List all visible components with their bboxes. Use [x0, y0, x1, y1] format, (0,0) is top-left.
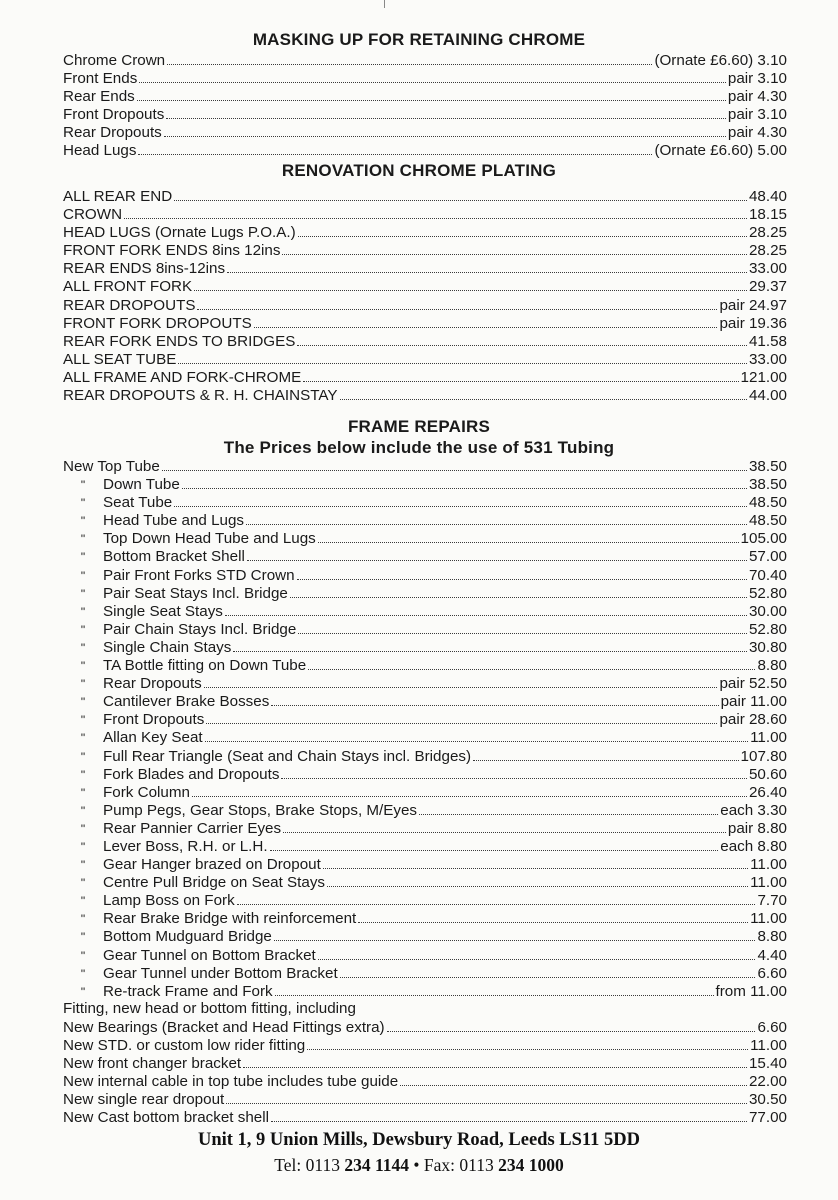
price-row	[63, 386, 787, 404]
tel-number: 234 1144	[344, 1155, 409, 1175]
item-label: New front changer bracket	[63, 1055, 242, 1073]
item-label: Rear Brake Bridge with reinforcement	[103, 910, 357, 928]
item-label: Single Seat Stays	[103, 602, 223, 620]
item-label: Single Chain Stays	[103, 638, 232, 656]
item-label: New Cast bottom bracket shell	[63, 1109, 269, 1127]
price-row	[63, 547, 787, 565]
footer-contact	[0, 1155, 838, 1176]
dot-leader	[323, 855, 748, 869]
item-label: New Bearings (Bracket and Head Fittings extra)	[63, 1018, 385, 1036]
item-price: 48.50	[748, 512, 787, 530]
contact-separator: •	[409, 1155, 424, 1175]
dot-leader	[271, 692, 718, 706]
dot-leader	[254, 314, 718, 328]
item-label: Front Dropouts	[63, 106, 165, 124]
price-row	[63, 105, 787, 123]
item-label: Bottom Mudguard Bridge	[103, 928, 272, 946]
item-price: pair 3.10	[727, 106, 787, 124]
ditto-mark: "	[80, 984, 86, 999]
item-price: 11.00	[750, 729, 787, 747]
item-label: Re-track Frame and Fork	[103, 982, 273, 1000]
item-label: Rear Pannier Carrier Eyes	[103, 819, 282, 837]
ditto-mark: "	[80, 550, 86, 565]
ditto-mark: "	[80, 894, 86, 909]
dot-leader	[197, 296, 717, 310]
item-price: pair 24.97	[719, 296, 787, 314]
dot-leader	[290, 584, 747, 598]
dot-leader	[246, 511, 747, 525]
item-price: pair 3.10	[727, 70, 787, 88]
dot-leader	[137, 87, 726, 101]
fax-number: 234 1000	[498, 1155, 564, 1175]
dot-leader	[192, 783, 747, 797]
item-label: CROWN	[63, 206, 123, 224]
item-price: 107.80	[740, 747, 787, 765]
item-price: 11.00	[750, 910, 787, 928]
ditto-mark: "	[80, 640, 86, 655]
item-label: New single rear dropout	[63, 1091, 225, 1109]
price-row	[63, 692, 787, 710]
price-row	[63, 87, 787, 105]
item-price: 33.00	[748, 350, 787, 368]
item-label: Gear Hanger brazed on Dropout	[103, 856, 321, 874]
dot-leader	[164, 123, 726, 137]
price-row	[63, 873, 787, 891]
price-row	[63, 728, 787, 746]
item-label: New Top Tube	[63, 458, 160, 475]
item-price: 52.80	[748, 584, 787, 602]
price-row	[63, 674, 787, 692]
item-label: Cantilever Brake Bosses	[103, 693, 270, 711]
dot-leader	[227, 259, 747, 273]
item-price: pair 11.00	[720, 693, 787, 711]
price-row	[63, 205, 787, 223]
price-row	[63, 529, 787, 547]
dot-leader	[247, 547, 747, 561]
dot-leader	[166, 105, 726, 119]
ditto-mark: "	[80, 858, 86, 873]
item-price: 38.50	[748, 458, 787, 475]
item-price: pair 8.80	[727, 819, 787, 837]
dot-leader	[194, 277, 747, 291]
item-price: 38.50	[748, 476, 787, 494]
item-label: REAR FORK ENDS TO BRIDGES	[63, 332, 296, 350]
ditto-mark: "	[80, 695, 86, 710]
item-price: 4.40	[757, 946, 787, 964]
scan-mark	[384, 0, 385, 8]
dot-leader	[178, 350, 747, 364]
item-label: Pump Pegs, Gear Stops, Brake Stops, M/Eyes	[103, 801, 418, 819]
item-price: 48.40	[748, 188, 787, 205]
tel-label: Tel: 0113	[274, 1155, 345, 1175]
ditto-mark: "	[80, 948, 86, 963]
dot-leader	[298, 223, 747, 237]
ditto-mark: "	[80, 876, 86, 891]
item-label: Gear Tunnel under Bottom Bracket	[103, 964, 338, 982]
fitting-note: Fitting, new head or bottom fitting, including	[63, 999, 356, 1017]
renovation-price-list	[63, 187, 787, 404]
price-row	[63, 51, 787, 69]
price-row	[63, 765, 787, 783]
item-price: 30.80	[748, 638, 787, 656]
price-row	[63, 566, 787, 584]
price-row	[63, 656, 787, 674]
item-price: 8.80	[757, 657, 787, 675]
price-row	[63, 1036, 787, 1054]
item-price: 11.00	[750, 874, 787, 892]
dot-leader	[358, 909, 748, 923]
item-label: ALL FRONT FORK	[63, 278, 193, 296]
dot-leader	[206, 710, 717, 724]
ditto-mark: "	[80, 821, 86, 836]
item-price: 50.60	[748, 765, 787, 783]
dot-leader	[271, 1108, 747, 1122]
item-price: 29.37	[748, 278, 787, 296]
item-label: Fork Blades and Dropouts	[103, 765, 280, 783]
dot-leader	[225, 602, 747, 616]
item-price: 8.80	[757, 928, 787, 946]
item-price: 22.00	[748, 1073, 787, 1091]
item-label: FRONT FORK ENDS 8ins 12ins	[63, 242, 281, 260]
item-price: 18.15	[748, 206, 787, 224]
price-row	[63, 783, 787, 801]
dot-leader	[419, 801, 718, 815]
price-row	[63, 368, 787, 386]
repairs-price-list	[63, 457, 787, 1126]
item-label: Allan Key Seat	[103, 729, 203, 747]
item-label: Lever Boss, R.H. or L.H.	[103, 837, 268, 855]
dot-leader	[303, 368, 738, 382]
renovation-heading: RENOVATION CHROME PLATING	[281, 161, 557, 180]
footer-address: Unit 1, 9 Union Mills, Dewsbury Road, Leeds LS11 5DD	[197, 1130, 640, 1150]
item-label: Rear Dropouts	[103, 675, 202, 693]
dot-leader	[298, 620, 747, 634]
item-price: from 11.00	[715, 982, 787, 1000]
ditto-mark: "	[80, 966, 86, 981]
item-price: 28.25	[748, 242, 787, 260]
price-row	[63, 837, 787, 855]
price-row	[63, 638, 787, 656]
item-price: 6.60	[757, 1018, 787, 1036]
price-row	[63, 1054, 787, 1072]
dot-leader	[243, 1054, 747, 1068]
price-row	[63, 511, 787, 529]
dot-leader	[297, 332, 747, 346]
dot-leader	[340, 964, 756, 978]
ditto-mark: "	[80, 568, 86, 583]
dot-leader	[327, 873, 748, 887]
ditto-mark: "	[80, 731, 86, 746]
item-price: 11.00	[750, 1037, 787, 1054]
item-price: 48.50	[748, 494, 787, 512]
price-row	[63, 819, 787, 837]
price-row	[63, 620, 787, 638]
price-row	[63, 332, 787, 350]
dot-leader	[237, 891, 756, 905]
item-label: Seat Tube	[103, 494, 173, 512]
item-price: pair 52.50	[719, 675, 787, 693]
price-row	[63, 1108, 787, 1126]
dot-leader	[226, 1090, 747, 1104]
item-price: pair 4.30	[727, 124, 787, 142]
item-price: 30.50	[748, 1091, 787, 1109]
item-label: Pair Seat Stays Incl. Bridge	[103, 584, 288, 602]
dot-leader	[270, 837, 719, 851]
dot-leader	[387, 1018, 756, 1032]
masking-price-list	[63, 51, 787, 160]
item-price: 105.00	[740, 530, 787, 548]
price-row	[63, 584, 787, 602]
dot-leader	[174, 493, 747, 507]
dot-leader	[318, 946, 756, 960]
price-row	[63, 277, 787, 295]
item-price: 28.25	[748, 224, 787, 242]
ditto-mark: "	[80, 622, 86, 637]
dot-leader	[139, 69, 726, 83]
price-row	[63, 1090, 787, 1108]
dot-leader	[275, 982, 714, 996]
item-price: 44.00	[748, 387, 787, 405]
item-price: 52.80	[748, 620, 787, 638]
item-price: pair 4.30	[727, 88, 787, 106]
ditto-mark: "	[80, 930, 86, 945]
item-price: pair 19.36	[719, 314, 787, 332]
ditto-mark: "	[80, 659, 86, 674]
ditto-mark: "	[80, 604, 86, 619]
ditto-mark: "	[80, 803, 86, 818]
dot-leader	[182, 475, 747, 489]
price-row	[63, 493, 787, 511]
price-row	[63, 855, 787, 873]
item-price: (Ornate £6.60) 3.10	[654, 52, 787, 69]
dot-leader	[204, 674, 718, 688]
price-row	[63, 296, 787, 314]
item-price: each 3.30	[720, 801, 787, 819]
item-label: Fork Column	[103, 783, 190, 801]
price-row	[63, 1072, 787, 1090]
item-label: TA Bottle fitting on Down Tube	[103, 657, 307, 675]
price-row	[63, 602, 787, 620]
dot-leader	[205, 728, 748, 742]
price-row	[63, 69, 787, 87]
item-label: REAR ENDS 8ins-12ins	[63, 260, 226, 278]
item-price: pair 28.60	[719, 711, 787, 729]
item-price: (Ornate £6.60) 5.00	[654, 142, 787, 160]
item-label: Pair Chain Stays Incl. Bridge	[103, 620, 297, 638]
price-row	[63, 141, 787, 159]
item-label: ALL FRAME AND FORK-CHROME	[63, 368, 302, 386]
item-price: 11.00	[750, 856, 787, 874]
item-label: Centre Pull Bridge on Seat Stays	[103, 874, 326, 892]
dot-leader	[274, 927, 756, 941]
item-price: 7.70	[757, 892, 787, 910]
item-label: Head Lugs	[63, 142, 137, 160]
item-label: REAR DROPOUTS & R. H. CHAINSTAY	[63, 387, 338, 405]
item-label: Front Dropouts	[103, 711, 205, 729]
item-price: 30.00	[748, 602, 787, 620]
price-row	[63, 927, 787, 945]
price-row	[63, 259, 787, 277]
ditto-mark: "	[80, 532, 86, 547]
item-label: Chrome Crown	[63, 52, 166, 69]
fax-label: Fax: 0113	[423, 1155, 499, 1175]
dot-leader	[283, 819, 726, 833]
dot-leader	[473, 747, 739, 761]
price-row	[63, 223, 787, 241]
dot-leader	[174, 187, 747, 201]
price-row	[63, 801, 787, 819]
price-row	[63, 187, 787, 205]
dot-leader	[281, 765, 747, 779]
item-label: ALL REAR END	[63, 188, 173, 205]
dot-leader	[318, 529, 739, 543]
item-label: New STD. or custom low rider fitting	[63, 1037, 306, 1054]
dot-leader	[138, 141, 652, 155]
dot-leader	[167, 51, 652, 65]
ditto-mark: "	[80, 785, 86, 800]
dot-leader	[340, 386, 747, 400]
item-label: Rear Dropouts	[63, 124, 162, 142]
ditto-mark: "	[80, 767, 86, 782]
price-row	[63, 241, 787, 259]
ditto-mark: "	[80, 514, 86, 529]
ditto-mark: "	[80, 496, 86, 511]
item-label: ALL SEAT TUBE	[63, 350, 177, 368]
price-row	[63, 747, 787, 765]
item-label: HEAD LUGS (Ornate Lugs P.O.A.)	[63, 224, 296, 242]
item-price: 77.00	[748, 1109, 787, 1127]
item-price: 70.40	[748, 566, 787, 584]
item-label: New internal cable in top tube includes tube guide	[63, 1073, 399, 1091]
repairs-heading: FRAME REPAIRS	[347, 417, 491, 436]
item-label: Gear Tunnel on Bottom Bracket	[103, 946, 316, 964]
item-price: 41.58	[748, 332, 787, 350]
dot-leader	[162, 457, 747, 471]
price-row	[63, 710, 787, 728]
ditto-mark: "	[80, 478, 86, 493]
dot-leader	[400, 1072, 747, 1086]
price-row	[63, 1018, 787, 1036]
ditto-mark: "	[80, 912, 86, 927]
price-row	[63, 982, 787, 1000]
item-label: Front Ends	[63, 70, 138, 88]
item-price: 26.40	[748, 783, 787, 801]
dot-leader	[282, 241, 747, 255]
item-label: Full Rear Triangle (Seat and Chain Stays incl. Bridges)	[103, 747, 472, 765]
price-row	[63, 964, 787, 982]
ditto-mark: "	[80, 677, 86, 692]
price-row	[63, 891, 787, 909]
dot-leader	[297, 566, 747, 580]
dot-leader	[307, 1036, 748, 1050]
item-label: Top Down Head Tube and Lugs	[103, 530, 316, 548]
item-label: FRONT FORK DROPOUTS	[63, 314, 252, 332]
ditto-mark: "	[80, 713, 86, 728]
dot-leader	[124, 205, 747, 219]
item-label: Down Tube	[103, 476, 180, 494]
price-row	[63, 123, 787, 141]
item-price: 57.00	[748, 548, 787, 566]
item-price: 33.00	[748, 260, 787, 278]
dot-leader	[308, 656, 755, 670]
item-price: 6.60	[757, 964, 787, 982]
price-row	[63, 946, 787, 964]
item-price: 121.00	[740, 368, 787, 386]
price-row	[63, 475, 787, 493]
item-price: each 8.80	[720, 837, 787, 855]
price-row	[63, 314, 787, 332]
price-row	[63, 457, 787, 475]
repairs-subtitle: The Prices below include the use of 531 Tubing	[223, 438, 615, 457]
item-label: Rear Ends	[63, 88, 135, 106]
item-label: Head Tube and Lugs	[103, 512, 245, 530]
ditto-mark: "	[80, 586, 86, 601]
masking-heading: MASKING UP FOR RETAINING CHROME	[252, 30, 586, 49]
price-row	[63, 909, 787, 927]
item-price: 15.40	[748, 1055, 787, 1073]
item-label: Bottom Bracket Shell	[103, 548, 245, 566]
ditto-mark: "	[80, 839, 86, 854]
item-label: REAR DROPOUTS	[63, 296, 196, 314]
ditto-mark: "	[80, 749, 86, 764]
item-label: Lamp Boss on Fork	[103, 892, 235, 910]
item-label: Pair Front Forks STD Crown	[103, 566, 295, 584]
dot-leader	[233, 638, 747, 652]
price-row	[63, 350, 787, 368]
